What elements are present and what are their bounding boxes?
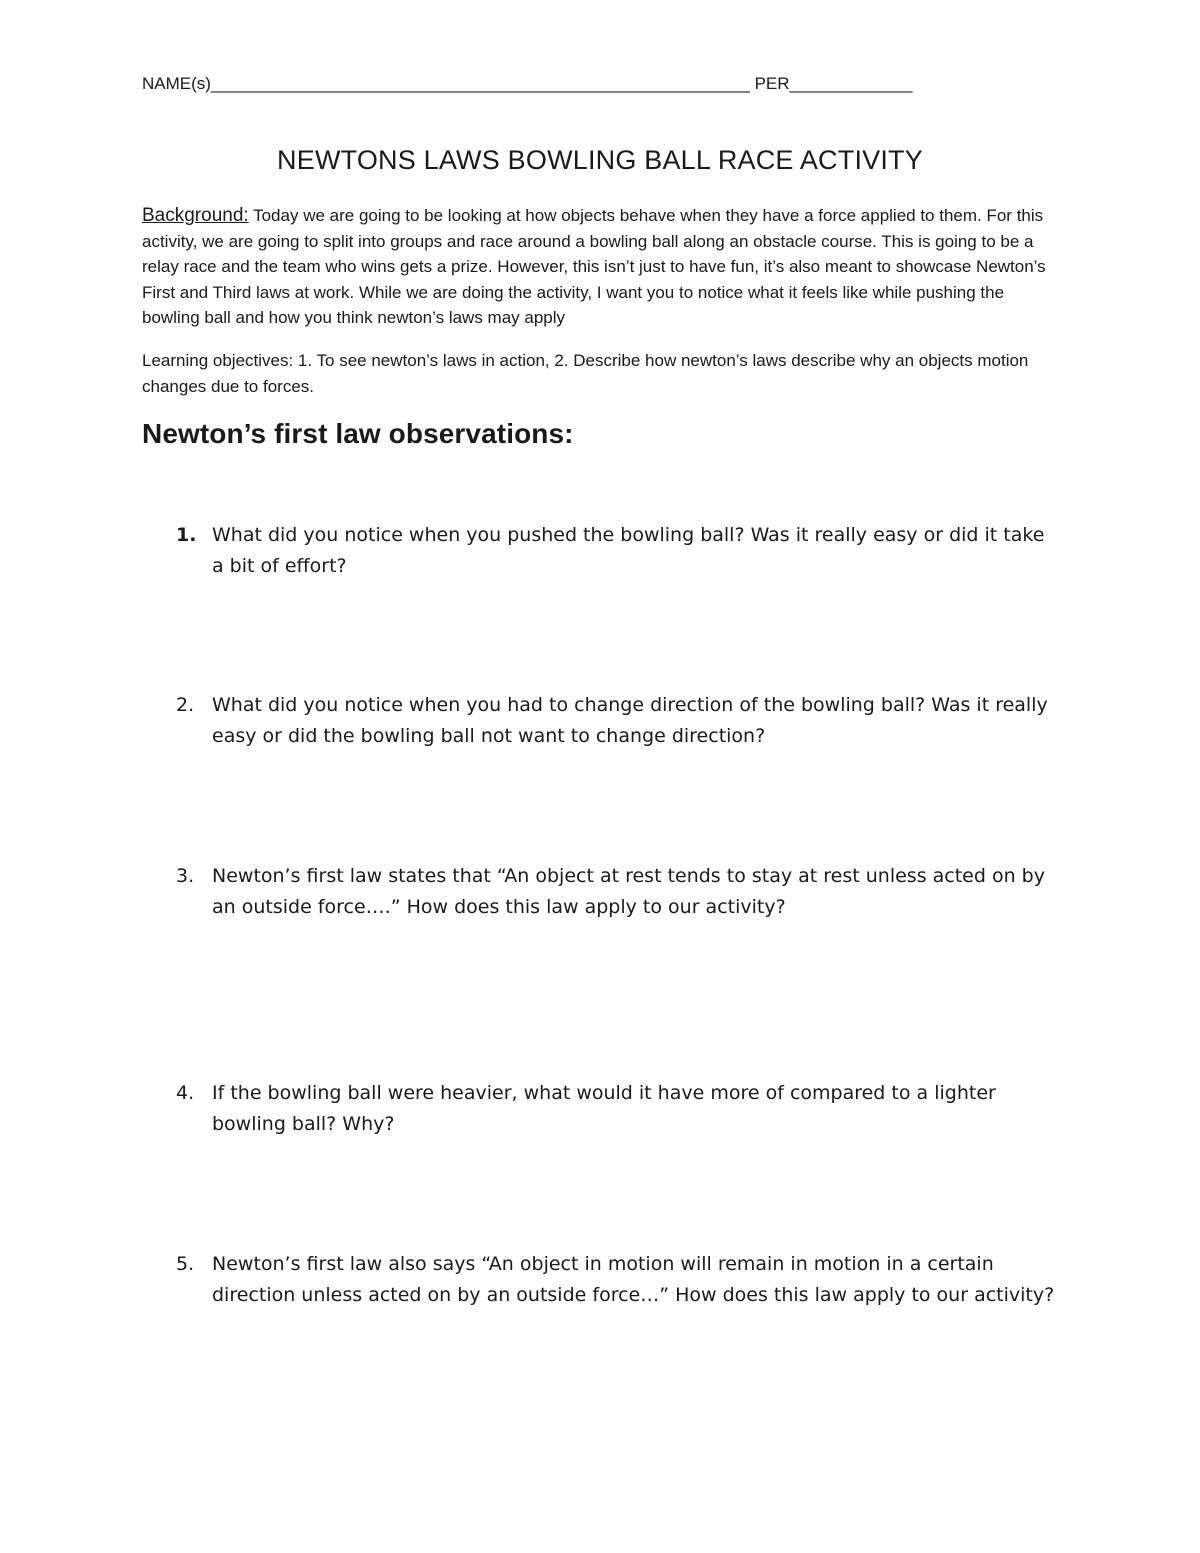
question-5 (142, 1249, 1062, 1311)
background-text: Today we are going to be looking at how objects behave when they have a force applied to them. For this activity, we are going to split into groups and race around a bowling ball along an obstacle course. This is going to be a relay race and the team who wins gets a prize. However, this isn’t just to have fun, it’s also meant to showcase Newton’s First and Third laws at work. While we are doing the activity, I want you to notice what it feels like while pushing the bowling ball and how you think newton’s laws may apply (142, 206, 1046, 327)
page-title: NEWTONS LAWS BOWLING BALL RACE ACTIVITY (277, 145, 923, 175)
question-4 (142, 1078, 1062, 1140)
question-2 (142, 690, 1062, 752)
section-heading: Newton’s first law observations: (142, 418, 574, 449)
question-text: What did you notice when you pushed the bowling ball? Was it really easy or did it take a bit of effort? (212, 524, 1045, 577)
question-text: If the bowling ball were heavier, what would it have more of compared to a lighter bowling ball? Why? (212, 1082, 996, 1135)
background-label: Background: (142, 205, 249, 226)
question-number: 4. (176, 1082, 195, 1104)
question-number: 1. (176, 524, 197, 546)
question-text: What did you notice when you had to change direction of the bowling ball? Was it really easy or did the bowling ball not want to change direction? (212, 694, 1048, 747)
question-number: 5. (176, 1253, 195, 1275)
question-text: Newton’s first law states that “An object at rest tends to stay at rest unless acted on by an outside force….” How does this law apply to our activity? (212, 865, 1045, 918)
question-1 (142, 520, 1062, 582)
question-number: 2. (176, 694, 195, 716)
question-number: 3. (176, 865, 195, 887)
background-paragraph (142, 203, 1062, 331)
question-3 (142, 861, 1062, 923)
question-text: Newton’s first law also says “An object in motion will remain in motion in a certain direction unless acted on by an outside force…” How does this law apply to our activity? (212, 1253, 1055, 1306)
learning-objectives: Learning objectives: 1. To see newton’s laws in action, 2. Describe how newton’s laws describe why an objects motion changes due to forces. (142, 351, 1029, 396)
name-period-line: NAME(s)_________________________________________________________ PER_____________ (142, 74, 913, 93)
